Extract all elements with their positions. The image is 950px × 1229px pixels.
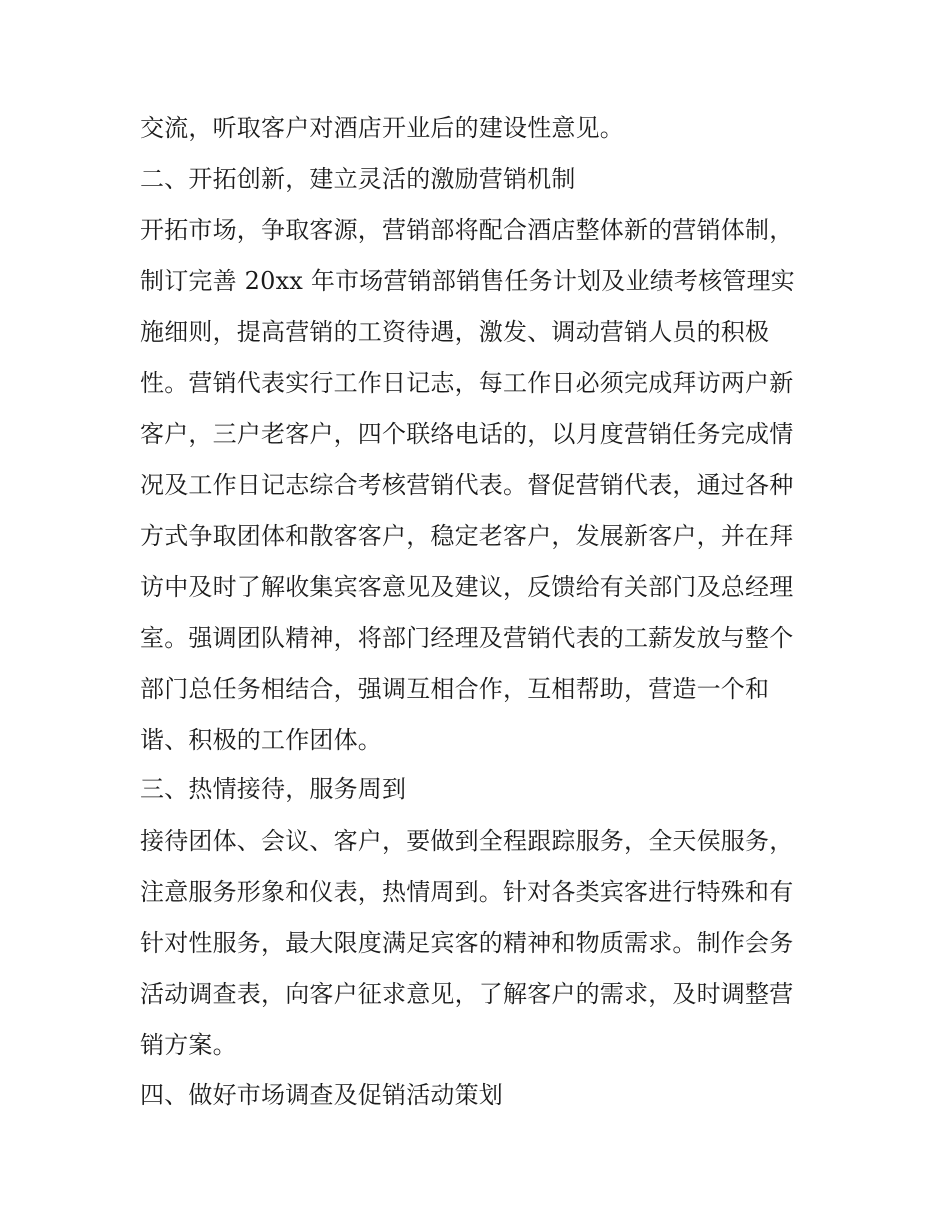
section-heading: 四、做好市场调查及促销活动策划 <box>140 1081 503 1109</box>
paragraph-line: 部门总任务相结合，强调互相合作，互相帮助，营造一个和 <box>140 675 770 703</box>
paragraph-line: 交流，听取客户对酒店开业后的建设性意见。 <box>140 114 624 142</box>
paragraph-line: 活动调查表，向客户征求意见，了解客户的需求，及时调整营 <box>140 980 794 1008</box>
section-heading: 二、开拓创新，建立灵活的激励营销机制 <box>140 165 576 193</box>
paragraph-line: 施细则，提高营销的工资待遇，激发、调动营销人员的积极 <box>140 318 770 346</box>
paragraph-line: 方式争取团体和散客客户，稳定老客户，发展新客户，并在拜 <box>140 522 794 550</box>
paragraph-line: 况及工作日记志综合考核营销代表。督促营销代表，通过各种 <box>140 471 794 499</box>
paragraph-line: 谐、积极的工作团体。 <box>140 726 382 754</box>
paragraph-line: 针对性服务，最大限度满足宾客的精神和物质需求。制作会务 <box>140 929 794 957</box>
paragraph-line: 注意服务形象和仪表，热情周到。针对各类宾客进行特殊和有 <box>140 878 794 906</box>
section-heading: 三、热情接待，服务周到 <box>140 775 407 803</box>
paragraph-line: 接待团体、会议、客户，要做到全程跟踪服务，全天侯服务， <box>140 827 794 855</box>
paragraph-line: 客户，三户老客户，四个联络电话的，以月度营销任务完成情 <box>140 420 794 448</box>
paragraph-line: 销方案。 <box>140 1031 237 1059</box>
paragraph-line: 访中及时了解收集宾客意见及建议，反馈给有关部门及总经理 <box>140 573 794 601</box>
paragraph-line: 开拓市场，争取客源，营销部将配合酒店整体新的营销体制， <box>140 216 794 244</box>
paragraph-line: 性。营销代表实行工作日记志，每工作日必须完成拜访两户新 <box>140 369 794 397</box>
paragraph-line: 制订完善 20xx 年市场营销部销售任务计划及业绩考核管理实 <box>140 267 795 295</box>
paragraph-line: 室。强调团队精神，将部门经理及营销代表的工薪发放与整个 <box>140 624 794 652</box>
